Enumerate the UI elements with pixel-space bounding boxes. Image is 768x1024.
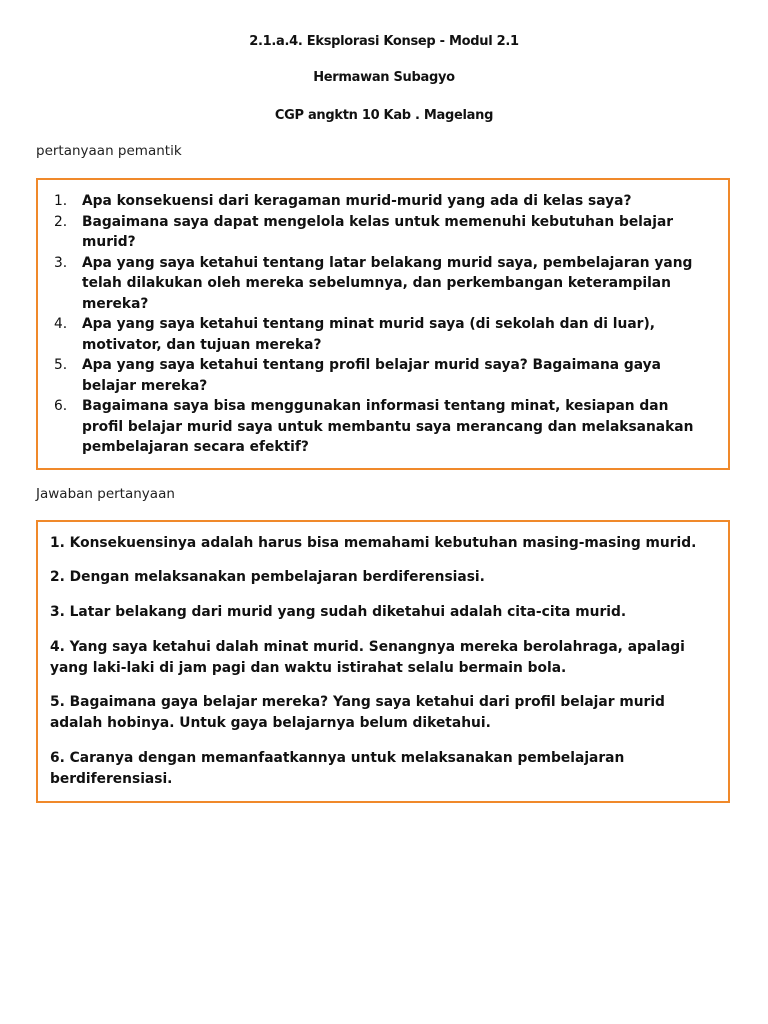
- document-title: 2.1.a.4. Eksplorasi Konsep - Modul 2.1: [249, 34, 519, 49]
- question-item: [54, 212, 708, 253]
- question-number: 5.: [54, 357, 68, 373]
- question-text: Bagaimana saya bisa menggunakan informasi tentang minat, kesiapan dan profil belajar murid saya untuk membantu saya merancang dan melaksanakan pembelajaran secara efektif?: [82, 398, 694, 455]
- question-item: [54, 355, 708, 396]
- questions-list: [38, 180, 728, 458]
- questions-box: [36, 178, 730, 470]
- question-number: 4.: [54, 316, 68, 332]
- question-text: Apa konsekuensi dari keragaman murid-murid yang ada di kelas saya?: [82, 193, 632, 209]
- author-affiliation: CGP angktn 10 Kab . Magelang: [274, 108, 494, 123]
- question-number: 6.: [54, 398, 68, 414]
- question-item: [54, 253, 708, 315]
- question-text: Apa yang saya ketahui tentang latar belakang murid saya, pembelajaran yang telah dilakukan oleh mereka sebelumnya, dan perkembangan keterampilan mereka?: [82, 254, 693, 312]
- answer-item: 1. Konsekuensinya adalah harus bisa memahami kebutuhan masing-masing murid.: [50, 535, 697, 551]
- answer-item: 6. Caranya dengan memanfaatkannya untuk melaksanakan pembelajaran berdiferensiasi.: [50, 750, 625, 787]
- answer-item: 2. Dengan melaksanakan pembelajaran berdiferensiasi.: [50, 569, 485, 585]
- questions-section-label: pertanyaan pemantik: [36, 143, 182, 159]
- answers-box: [36, 520, 730, 803]
- answer-item: 3. Latar belakang dari murid yang sudah diketahui adalah cita-cita murid.: [50, 604, 627, 620]
- question-text: Apa yang saya ketahui tentang minat murid saya (di sekolah dan di luar), motivator, dan tujuan mereka?: [82, 316, 656, 353]
- question-item: [54, 191, 708, 212]
- question-text: Apa yang saya ketahui tentang profil belajar murid saya? Bagaimana gaya belajar mereka?: [82, 357, 661, 394]
- question-number: 2.: [54, 213, 68, 230]
- answer-item: 4. Yang saya ketahui dalah minat murid. Senangnya mereka berolahraga, apalagi yang laki-laki di jam pagi dan waktu istirahat selalu bermain bola.: [50, 639, 685, 676]
- question-item: [54, 396, 708, 458]
- author-name: Hermawan Subagyo: [313, 70, 455, 85]
- question-item: [54, 314, 708, 355]
- answer-item: 5. Bagaimana gaya belajar mereka? Yang saya ketahui dari profil belajar murid adalah hobinya. Untuk gaya belajarnya belum diketahui.: [50, 694, 665, 731]
- question-number: 3.: [54, 254, 68, 271]
- question-text: Bagaimana saya dapat mengelola kelas untuk memenuhi kebutuhan belajar murid?: [82, 213, 674, 250]
- answers-section-label: Jawaban pertanyaan: [36, 486, 175, 502]
- question-number: 1.: [54, 193, 68, 209]
